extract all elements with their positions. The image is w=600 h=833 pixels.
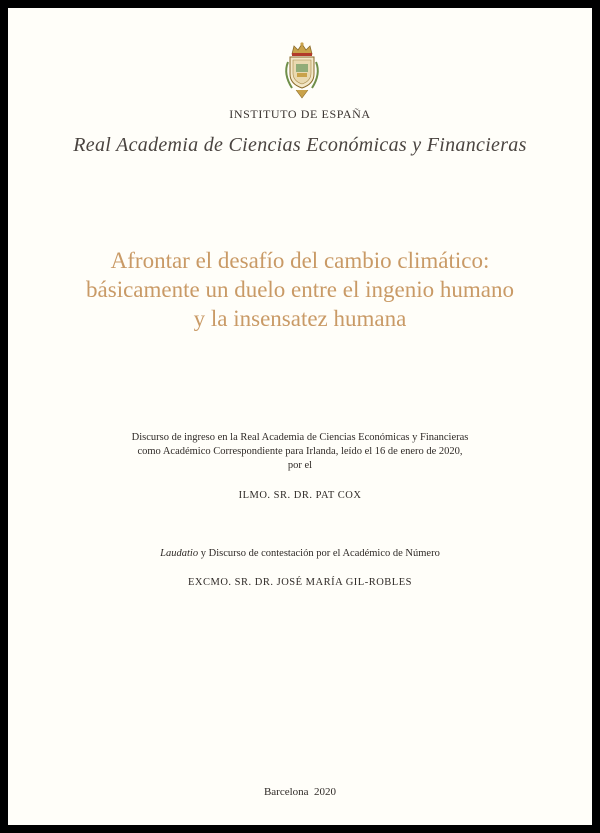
reply-rest: y Discurso de contestación por el Académico de Número <box>198 548 440 559</box>
speaker-name: ILMO. SR. DR. PAT COX <box>238 490 362 501</box>
intro-line-3: por el <box>287 460 313 471</box>
document-title <box>8 246 592 333</box>
intro-line-2: como Académico Correspondiente para Irlanda, leído el 16 de enero de 2020, <box>137 446 463 457</box>
reply-description <box>8 548 592 559</box>
respondent-name: EXCMO. SR. DR. JOSÉ MARÍA GIL-ROBLES <box>188 577 412 588</box>
title-line-2: básicamente un duelo entre el ingenio humano <box>86 277 514 302</box>
academy-name: Real Academia de Ciencias Económicas y Financieras <box>73 134 527 156</box>
institute-name: INSTITUTO DE ESPAÑA <box>229 107 371 121</box>
place-and-date: Barcelona 2020 <box>263 786 337 798</box>
document-page <box>8 8 592 825</box>
intro-line-1: Discurso de ingreso en la Real Academia de Ciencias Económicas y Financieras <box>131 432 469 443</box>
academy-crest-icon <box>280 40 324 102</box>
title-line-1: Afrontar el desafío del cambio climático: <box>110 248 490 273</box>
speech-description <box>8 431 592 473</box>
reply-italic: Laudatio <box>160 548 199 559</box>
title-line-3: y la insensatez humana <box>193 306 407 331</box>
